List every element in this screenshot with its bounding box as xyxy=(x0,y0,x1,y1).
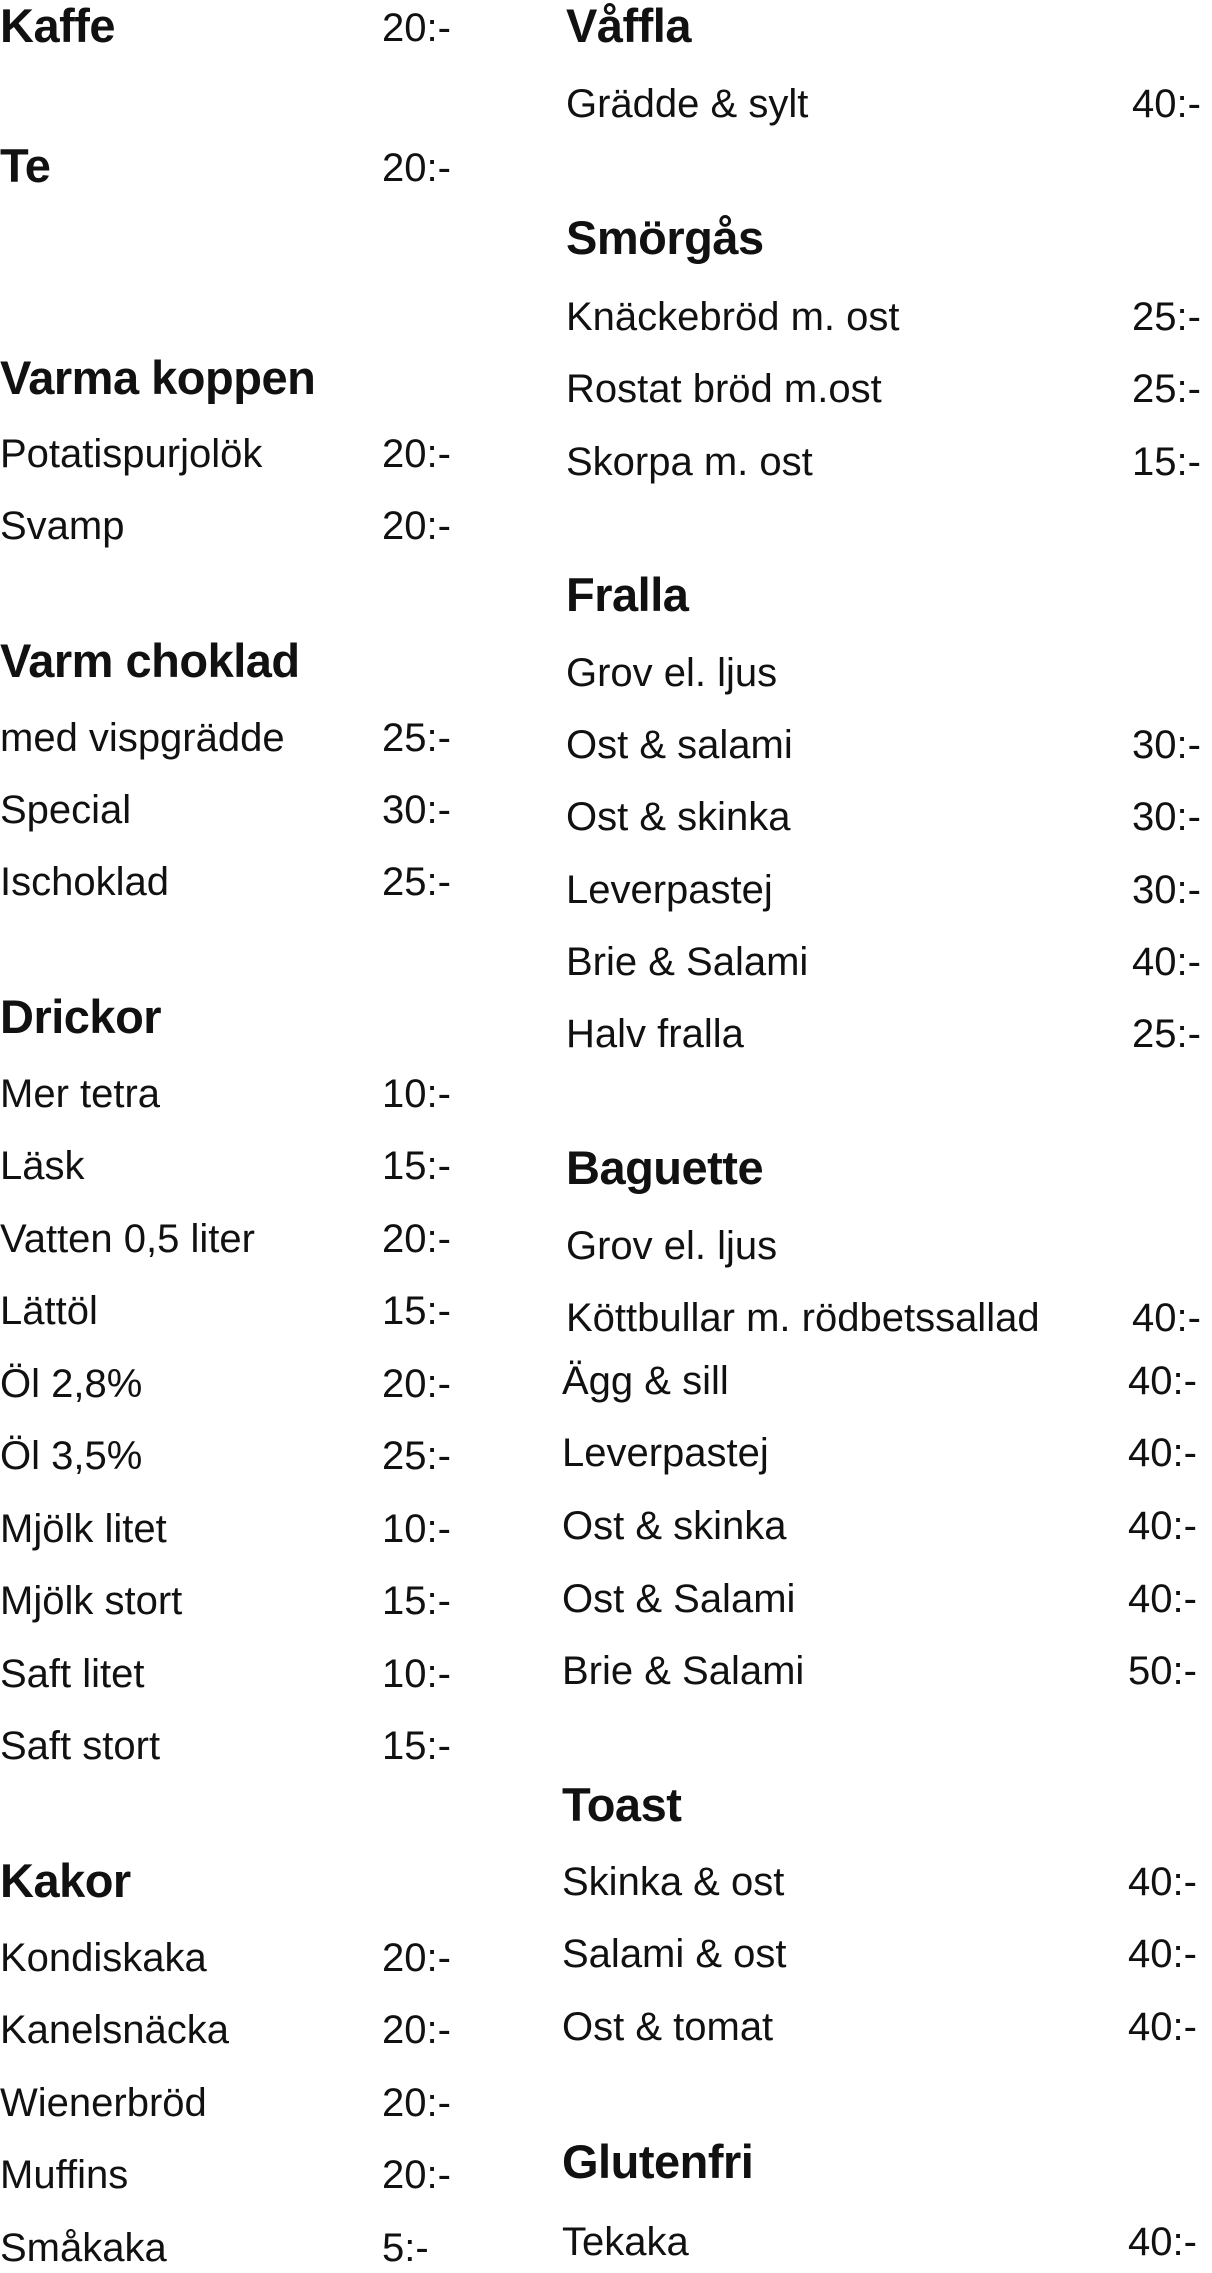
menu-item: Mjölk litet xyxy=(0,1507,167,1551)
menu-price: 20:- xyxy=(382,504,451,548)
menu-item: med vispgrädde xyxy=(0,716,285,760)
menu-price: 20:- xyxy=(382,2081,451,2125)
menu-item: Småkaka xyxy=(0,2226,167,2270)
menu-price: 15:- xyxy=(382,1289,451,1333)
menu-item: Skinka & ost xyxy=(562,1860,785,1904)
menu-item: Leverpastej xyxy=(566,868,773,912)
menu-price: 25:- xyxy=(1132,1012,1201,1056)
menu-heading-te: Te xyxy=(0,139,51,192)
menu-price: 40:- xyxy=(1128,1577,1197,1621)
section-title-varm-choklad: Varm choklad xyxy=(0,634,300,687)
menu-item: Vatten 0,5 liter xyxy=(0,1217,255,1261)
menu-price: 10:- xyxy=(382,1652,451,1696)
menu-item: Potatispurjolök xyxy=(0,432,263,476)
menu-price: 20:- xyxy=(382,1362,451,1406)
section-title-drickor: Drickor xyxy=(0,990,162,1043)
menu-item: Lättöl xyxy=(0,1289,98,1333)
menu-item: Köttbullar m. rödbetssallad xyxy=(566,1296,1040,1340)
menu-item: Tekaka xyxy=(562,2220,689,2264)
menu-item: Halv fralla xyxy=(566,1012,744,1056)
menu-price: 40:- xyxy=(1128,1932,1197,1976)
menu-item: Ischoklad xyxy=(0,860,169,904)
menu-price: 25:- xyxy=(382,860,451,904)
menu-item: Ost & salami xyxy=(566,723,793,767)
menu-item: Muffins xyxy=(0,2153,129,2197)
menu-price: 10:- xyxy=(382,1072,451,1116)
menu-item: Skorpa m. ost xyxy=(566,440,813,484)
menu-item: Ost & skinka xyxy=(562,1504,787,1548)
section-title-glutenfri: Glutenfri xyxy=(562,2135,754,2188)
price-te: 20:- xyxy=(382,146,451,190)
menu-price: 40:- xyxy=(1128,1359,1197,1403)
menu-item: Saft stort xyxy=(0,1724,161,1768)
section-title-varma-koppen: Varma koppen xyxy=(0,351,316,404)
menu-item: Läsk xyxy=(0,1144,85,1188)
menu-item: Öl 3,5% xyxy=(0,1434,143,1478)
menu-item: Ost & skinka xyxy=(566,795,791,839)
menu-price: 15:- xyxy=(382,1579,451,1623)
menu-item: Leverpastej xyxy=(562,1431,769,1475)
menu-price: 15:- xyxy=(1132,440,1201,484)
menu-price: 25:- xyxy=(1132,295,1201,339)
menu-price: 15:- xyxy=(382,1724,451,1768)
menu-item: Ost & Salami xyxy=(562,1577,796,1621)
menu-item: Öl 2,8% xyxy=(0,1362,143,1406)
menu-item: Ost & tomat xyxy=(562,2005,774,2049)
menu-price: 20:- xyxy=(382,2153,451,2197)
menu-price: 30:- xyxy=(1132,795,1201,839)
menu-price: 30:- xyxy=(1132,723,1201,767)
menu-item: Wienerbröd xyxy=(0,2081,207,2125)
menu-item: Knäckebröd m. ost xyxy=(566,295,900,339)
section-title-kakor: Kakor xyxy=(0,1854,131,1907)
menu-item: Mer tetra xyxy=(0,1072,161,1116)
menu-item: Kanelsnäcka xyxy=(0,2008,230,2052)
section-title-toast: Toast xyxy=(562,1778,682,1831)
menu-price: 10:- xyxy=(382,1507,451,1551)
menu-item: Rostat bröd m.ost xyxy=(566,367,882,411)
menu-heading-kaffe: Kaffe xyxy=(0,2,116,49)
menu-item: Brie & Salami xyxy=(566,940,809,984)
menu-price: 50:- xyxy=(1128,1649,1197,1693)
menu-price: 15:- xyxy=(382,1144,451,1188)
menu-item: Brie & Salami xyxy=(562,1649,805,1693)
menu-item: Saft litet xyxy=(0,1652,145,1696)
section-subtitle-fralla: Grov el. ljus xyxy=(566,651,778,695)
menu-price: 40:- xyxy=(1132,82,1201,126)
menu-item: Ägg & sill xyxy=(562,1359,729,1403)
menu-price: 40:- xyxy=(1132,940,1201,984)
menu-price: 20:- xyxy=(382,1936,451,1980)
menu-price: 40:- xyxy=(1128,2220,1197,2264)
section-title-baguette: Baguette xyxy=(566,1141,764,1194)
section-title-vaffla: Våffla xyxy=(566,0,691,52)
section-subtitle-baguette: Grov el. ljus xyxy=(566,1224,778,1268)
menu-item: Special xyxy=(0,788,132,832)
menu-price: 5:- xyxy=(382,2226,429,2270)
menu-price: 25:- xyxy=(382,1434,451,1478)
menu-item: Grädde & sylt xyxy=(566,82,809,126)
menu-item: Salami & ost xyxy=(562,1932,787,1976)
menu-price: 40:- xyxy=(1128,1860,1197,1904)
menu-price: 40:- xyxy=(1128,1504,1197,1548)
menu-price: 20:- xyxy=(382,2008,451,2052)
menu-price: 25:- xyxy=(382,716,451,760)
menu-price: 20:- xyxy=(382,432,451,476)
menu-item: Mjölk stort xyxy=(0,1579,183,1623)
menu-price: 40:- xyxy=(1132,1296,1201,1340)
menu-price: 30:- xyxy=(1132,868,1201,912)
menu-price: 20:- xyxy=(382,1217,451,1261)
section-title-fralla: Fralla xyxy=(566,568,689,621)
menu-item: Svamp xyxy=(0,504,125,548)
menu-price: 30:- xyxy=(382,788,451,832)
menu-item: Kondiskaka xyxy=(0,1936,207,1980)
section-title-smorgas: Smörgås xyxy=(566,211,764,264)
price-kaffe: 20:- xyxy=(382,6,451,50)
menu-price: 25:- xyxy=(1132,367,1201,411)
menu-price: 40:- xyxy=(1128,1431,1197,1475)
menu-price: 40:- xyxy=(1128,2005,1197,2049)
